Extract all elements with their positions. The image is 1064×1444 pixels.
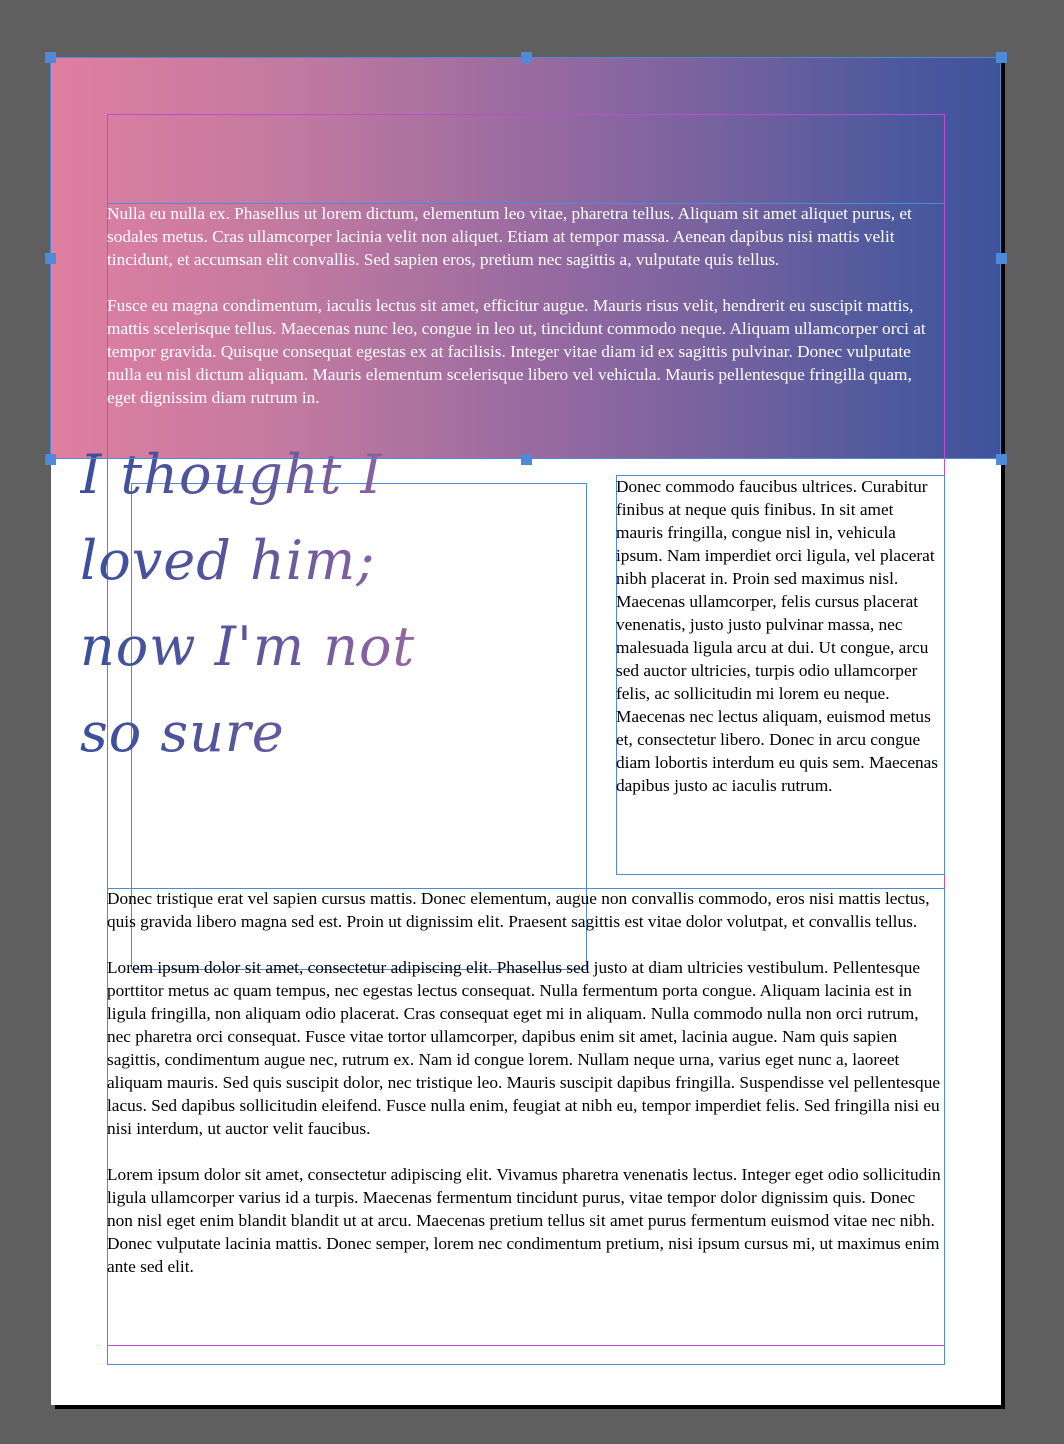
handle-top-right[interactable]	[996, 52, 1007, 63]
handle-bottom-right[interactable]	[996, 454, 1007, 465]
handle-top-left[interactable]	[45, 52, 56, 63]
handle-middle-left[interactable]	[45, 253, 56, 264]
body-paragraph-3: Lorem ipsum dolor sit amet, consectetur adipiscing elit. Vivamus pharetra venenatis lectus. Integer eget odio sollicitudin ligula ullamcorper varius id a turpis. Maecenas fermentum tincidunt purus, vitae tempor dolor dignissim quis. Donec non nisl eget enim blandit blandit ut at arcu. Maecenas pretium tellus sit amet purus fermentum euismod vitae nec nibh. Donec vulputate lacinia mattis. Donec semper, lorem nec condimentum pretium, nisi ipsum cursus mi, ut maximus enim ante sed elit.	[107, 1165, 941, 1276]
intro-paragraph-2: Fusce eu magna condimentum, iaculis lectus sit amet, efficitur augue. Mauris risus velit, hendrerit eu suscipit mattis, mattis scelerisque tellus. Maecenas nunc leo, congue in leo ut, tincidunt commodo neque. Aliquam ullamcorper orci at tempor gravida. Quisque consequat egestas ex at facilisis. Integer vitae diam id ex sagittis pulvinar. Donec vulputate nulla eu nisl dictum aliquam. Mauris elementum scelerisque libero vel vehicula. Mauris pellentesque fringilla quam, eget dignissim diam rutrum in.	[107, 296, 926, 407]
body-paragraph-2: Lorem ipsum dolor sit amet, consectetur adipiscing elit. Phasellus sed justo at diam ultricies vestibulum. Pellentesque porttitor metus ac quam tempus, nec egestas lectus consequat. Nulla fermentum porta congue. Aliquam lacinia est in ligula fringilla, non aliquam odio placerat. Cras consequat eget mi in aliquam. Nulla commodo nulla non orci rutrum, nec pharetra orci consequat. Fusce vitae tortor ullamcorper, dapibus enim sit amet, lacinia augue. Nam quis sapien sagittis, condimentum augue nec, rutrum ex. Nam id congue lorem. Nullam neque urna, varius eget nunc a, laoreet aliquam mauris. Sed quis suscipit dolor, nec tristique leo. Mauris suscipit dapibus fringilla. Suspendisse vel pellentesque lacus. Sed dapibus sollicitudin eleifend. Fusce nulla enim, feugiat at nibh eu, tempor imperdiet felis. Sed fringilla nisi eu nisi interdum, ut auctor velit faucibus.	[107, 958, 941, 1138]
body-text-frame[interactable]	[107, 887, 943, 1278]
pull-quote-line-3: now I'm not	[80, 615, 416, 678]
handle-bottom-left[interactable]	[45, 454, 56, 465]
pull-quote[interactable]	[80, 432, 550, 776]
pull-quote-line-1: I thought I	[80, 443, 383, 506]
handle-middle-right[interactable]	[996, 253, 1007, 264]
handle-top-center[interactable]	[521, 52, 532, 63]
side-column-text[interactable]	[616, 475, 943, 797]
handle-bottom-center[interactable]	[521, 454, 532, 465]
side-column-paragraph: Donec commodo faucibus ultrices. Curabitur finibus at neque quis finibus. In sit amet mauris fringilla, congue nisl in, vehicula ipsum. Nam imperdiet orci ligula, vel placerat nibh placerat in. Proin sed maximus nisl. Maecenas ullamcorper, felis cursus placerat venenatis, justo justo pulvinar massa, nec malesuada ligula arcu at dui. Ut congue, arcu sed auctor ultricies, turpis odio ullamcorper felis, ac sollicitudin mi lorem eu neque. Maecenas nec lectus aliquam, euismod metus et, consectetur libero. Donec in arcu congue diam lobortis interdum eu quis sem. Maecenas dapibus justo ac iaculis rutrum.	[616, 477, 939, 795]
intro-paragraph-1: Nulla eu nulla ex. Phasellus ut lorem dictum, elementum leo vitae, pharetra tellus. Aliquam sit amet aliquet purus, et sodales metus. Cras ullamcorper lacinia velit non aliquet. Etiam at tempor massa. Aenean dapibus nisi mattis velit tincidunt, et accumsan elit convallis. Sed sapien eros, pretium nec sagittis a, vulputate quis tellus.	[107, 204, 912, 269]
pull-quote-line-4: so sure	[80, 701, 285, 764]
body-paragraph-1: Donec tristique erat vel sapien cursus mattis. Donec elementum, augue non convallis commodo, eros nisi mattis lectus, quis gravida libero magna sed est. Proin ut dignissim elit. Praesent sagittis est vitae dolor volutpat, et convallis tellus.	[107, 889, 930, 931]
pull-quote-line-2: loved him;	[80, 529, 376, 592]
selection-bounding-box	[50, 57, 1001, 459]
